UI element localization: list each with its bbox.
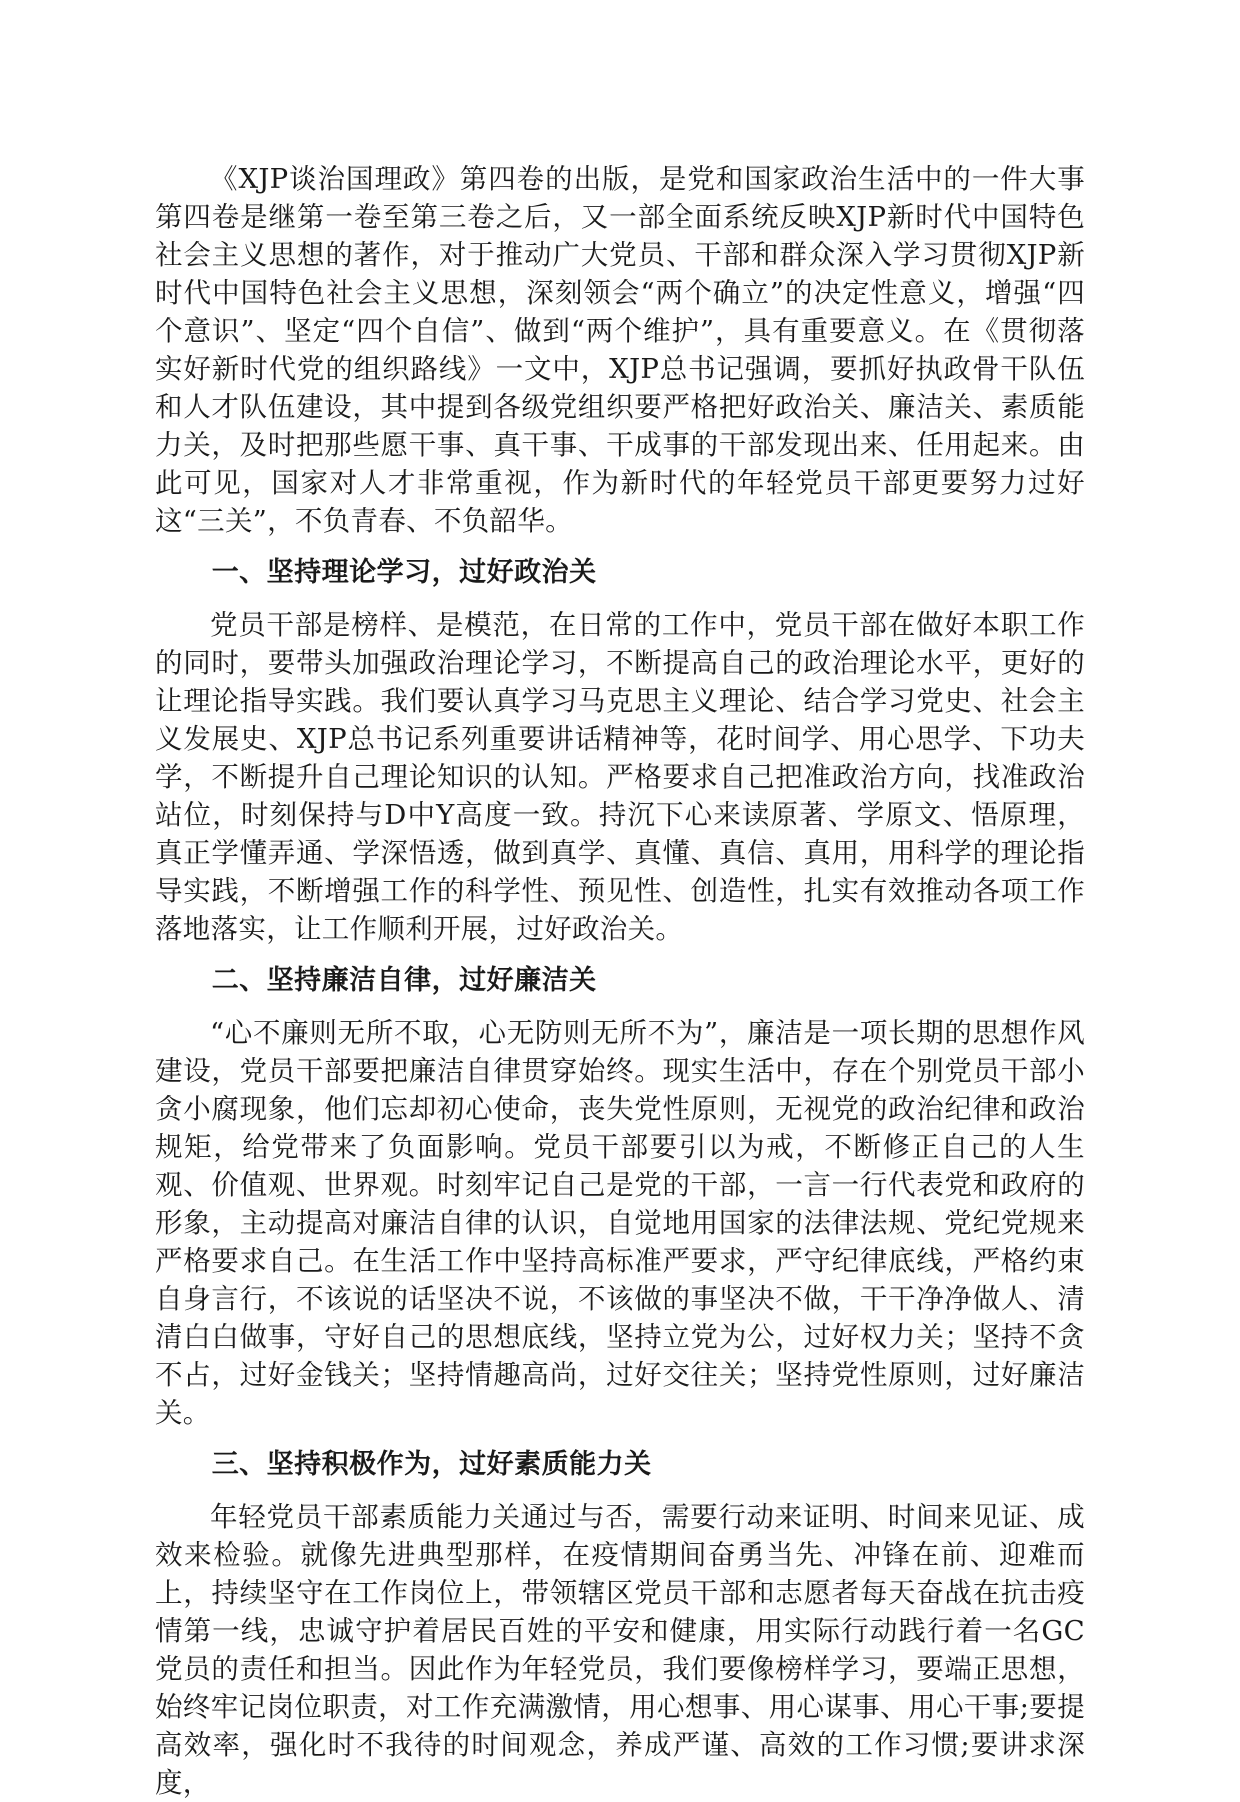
section-paragraph-integrity: “心不廉则无所不取，心无防则无所不为”，廉洁是一项长期的思想作风建设，党员干部要把廉洁自律贯穿始终。现实生活中，存在个别党员干部小贪小腐现象，他们忘却初心使命，丧失党性原则，无视党的政治纪律和政治规矩，给党带来了负面影响。党员干部要引以为戒，不断修正自己的人生观、价值观、世界观。时刻牢记自己是党的干部，一言一行代表党和政府的形象，主动提高对廉洁自律的认识，自觉地用国家的法律法规、党纪党规来严格要求自己。在生活工作中坚持高标准严要求，严守纪律底线，严格约束自身言行，不该说的话坚决不说，不该做的事坚决不做，干干净净做人、清清白白做事，守好自己的思想底线，坚持立党为公，过好权力关；坚持不贪不占，过好金钱关；坚持情趣高尚，过好交往关；坚持党性原则，过好廉洁关。 [155, 1017, 1085, 1429]
section-paragraph-competence: 年轻党员干部素质能力关通过与否，需要行动来证明、时间来见证、成效来检验。就像先进典型那样，在疫情期间奋勇当先、冲锋在前、迎难而上，持续坚守在工作岗位上，带领辖区党员干部和志愿者每天奋战在抗击疫情第一线，忠诚守护着居民百姓的平安和健康，用实际行动践行着一名GC党员的责任和担当。因此作为年轻党员，我们要像榜样学习，要端正思想，始终牢记岗位职责，对工作充满激情，用心想事、用心谋事、用心干事;要提高效率，强化时不我待的时间观念，养成严谨、高效的工作习惯;要讲求深度， [155, 1501, 1085, 1799]
section-heading-competence: 三、坚持积极作为，过好素质能力关 [211, 1449, 652, 1480]
section-heading-politics: 一、坚持理论学习，过好政治关 [211, 557, 597, 588]
section-paragraph-politics: 党员干部是榜样、是模范，在日常的工作中，党员干部在做好本职工作的同时，要带头加强政治理论学习，不断提高自己的政治理论水平，更好的让理论指导实践。我们要认真学习马克思主义理论、结合学习党史、社会主义发展史、XJP总书记系列重要讲话精神等，花时间学、用心思学、下功夫学，不断提升自己理论知识的认知。严格要求自己把准政治方向，找准政治站位，时刻保持与D中Y高度一致。持沉下心来读原著、学原文、悟原理，真正学懂弄通、学深悟透，做到真学、真懂、真信、真用，用科学的理论指导实践，不断增强工作的科学性、预见性、创造性，扎实有效推动各项工作落地落实，让工作顺利开展，过好政治关。 [155, 609, 1085, 945]
intro-paragraph: 《XJP谈治国理政》第四卷的出版，是党和国家政治生活中的一件大事第四卷是继第一卷至第三卷之后，又一部全面系统反映XJP新时代中国特色社会主义思想的著作，对于推动广大党员、干部和群众深入学习贯彻XJP新时代中国特色社会主义思想，深刻领会“两个确立”的决定性意义，增强“四个意识”、坚定“四个自信”、做到“两个维护”，具有重要意义。在《贯彻落实好新时代党的组织路线》一文中，XJP总书记强调，要抓好执政骨干队伍和人才队伍建设，其中提到各级党组织要严格把好政治关、廉洁关、素质能力关，及时把那些愿干事、真干事、干成事的干部发现出来、任用起来。由此可见，国家对人才非常重视，作为新时代的年轻党员干部更要努力过好这“三关”，不负青春、不负韶华。 [155, 163, 1085, 537]
section-heading-integrity: 二、坚持廉洁自律，过好廉洁关 [211, 965, 597, 996]
document-body [155, 160, 1085, 1802]
